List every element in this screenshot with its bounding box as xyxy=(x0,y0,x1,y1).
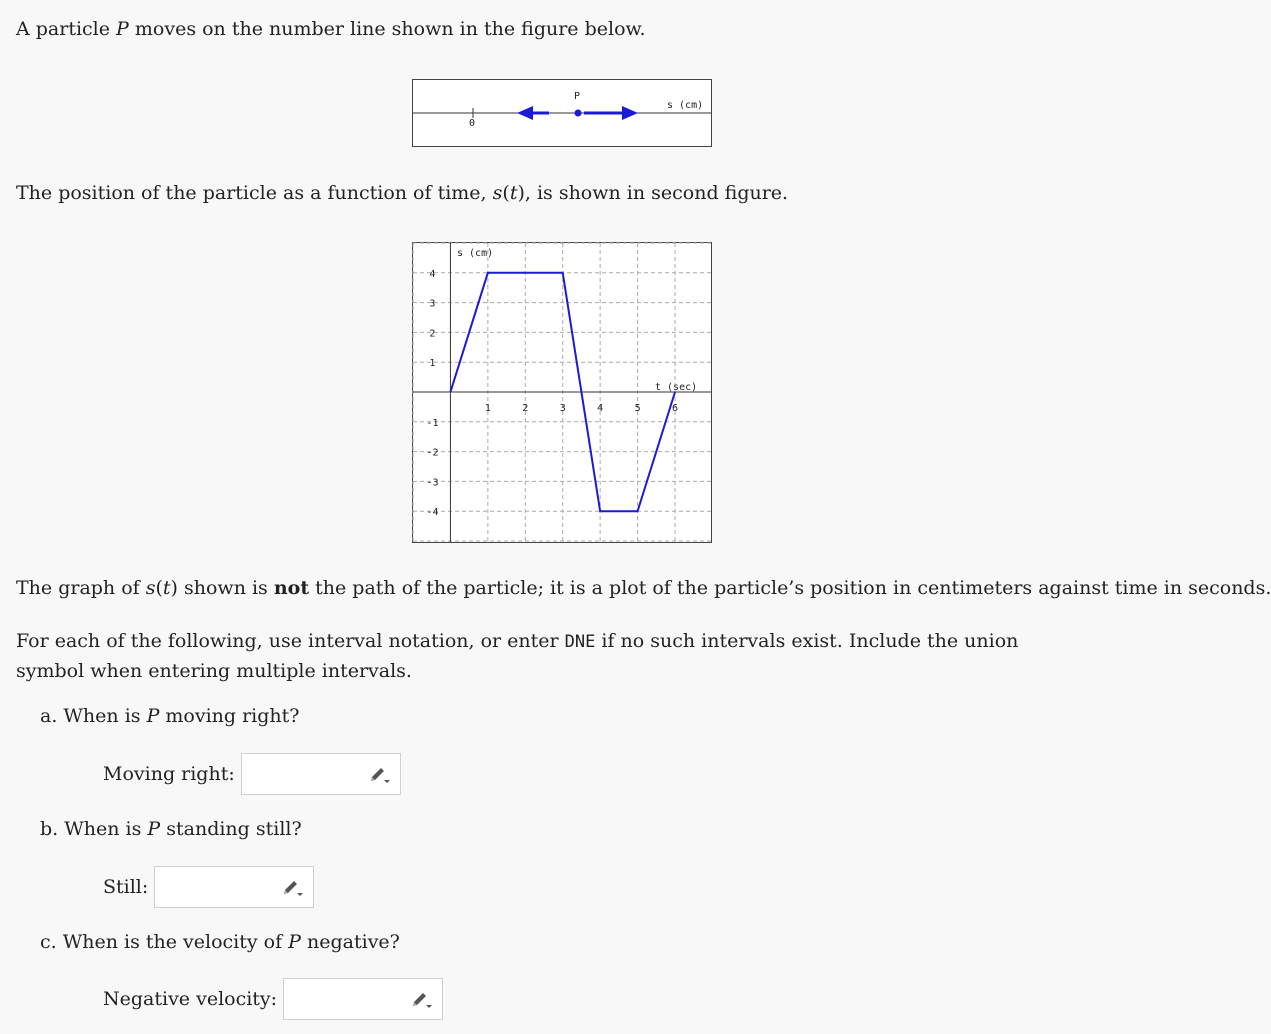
x-tick-label: 5 xyxy=(634,403,641,414)
number-line-figure xyxy=(412,79,712,147)
answer-row-c xyxy=(103,978,443,1020)
graph-note-pre: The graph of xyxy=(16,577,146,599)
graph-note-arg: t xyxy=(162,577,171,599)
x-axis-label: t (sec) xyxy=(655,382,698,393)
intro-text xyxy=(16,18,646,40)
pencil-icon[interactable] xyxy=(410,991,432,1009)
graph-note-bold: not xyxy=(273,577,310,599)
question-a xyxy=(40,705,299,727)
question-a-var: P xyxy=(146,705,160,727)
question-c-prefix: c. When is the velocity of xyxy=(40,931,289,953)
position-text: The position of the particle as a function of time, s(t), is shown in second figure. xyxy=(16,182,789,204)
x-tick-label: 2 xyxy=(522,403,529,414)
intro-var: P xyxy=(116,18,129,40)
position-text-post: , is shown in second figure. xyxy=(524,182,789,204)
still-field[interactable] xyxy=(154,866,314,908)
number-line-axis-label: s (cm) xyxy=(667,100,704,111)
graph-note: The graph of s(t) shown is not the path of the particle; it is a plot of the particle’s position in centimeters against time in seconds. xyxy=(16,577,1271,599)
question-c xyxy=(40,931,400,953)
question-b xyxy=(40,818,302,840)
moving-right-input[interactable] xyxy=(242,754,360,794)
graph-note-post: the path of the particle; it is a plot of the particle’s position in centimeters against time in seconds. xyxy=(309,577,1271,599)
y-tick-label: -2 xyxy=(426,447,439,459)
x-tick-label: 3 xyxy=(559,403,566,414)
position-func: s xyxy=(492,182,503,204)
position-graph xyxy=(412,242,712,543)
x-tick-label: 1 xyxy=(484,403,491,414)
instructions-post: if no such intervals exist. Include the union symbol when entering multiple intervals. xyxy=(16,630,1019,682)
answer-row-b xyxy=(103,866,314,908)
intro-post: moves on the number line shown in the figure below. xyxy=(128,18,646,40)
dne-code: DNE xyxy=(564,632,596,652)
y-tick-label: 4 xyxy=(429,268,436,280)
negative-velocity-input[interactable] xyxy=(284,979,402,1019)
position-chart-svg xyxy=(413,243,711,542)
question-b-prefix: b. When is xyxy=(40,818,148,840)
y-tick-label: 1 xyxy=(429,358,436,370)
still-input[interactable] xyxy=(155,867,273,907)
particle-label: P xyxy=(574,91,581,102)
still-label: Still: xyxy=(103,876,149,898)
pencil-icon[interactable] xyxy=(368,766,390,784)
question-a-suffix: moving right? xyxy=(159,705,300,727)
position-arg: t xyxy=(509,182,518,204)
question-b-suffix: standing still? xyxy=(160,818,302,840)
y-axis-label: s (cm) xyxy=(457,248,494,259)
graph-note-mid: shown is xyxy=(177,577,274,599)
y-tick-label: -3 xyxy=(426,477,439,489)
particle-point xyxy=(575,110,582,117)
zero-label: 0 xyxy=(469,118,476,129)
y-tick-label: 2 xyxy=(429,328,436,340)
moving-right-field[interactable] xyxy=(241,753,401,795)
position-text-pre: The position of the particle as a function of time, xyxy=(16,182,493,204)
x-tick-label: 6 xyxy=(672,403,679,414)
instructions-pre: For each of the following, use interval notation, or enter xyxy=(16,630,565,652)
y-tick-label: -1 xyxy=(426,417,439,429)
arrow-left-icon xyxy=(517,106,549,120)
x-tick-label: 4 xyxy=(597,403,604,414)
question-b-var: P xyxy=(147,818,161,840)
arrow-right-icon xyxy=(584,106,638,120)
question-c-suffix: negative? xyxy=(300,931,400,953)
moving-right-label: Moving right: xyxy=(103,763,235,785)
negative-velocity-label: Negative velocity: xyxy=(103,988,278,1010)
instructions xyxy=(16,627,1086,686)
pencil-icon[interactable] xyxy=(281,879,303,897)
y-tick-label: 3 xyxy=(429,298,436,310)
intro-pre: A particle xyxy=(16,18,117,40)
answer-row-a xyxy=(103,753,401,795)
y-tick-label: -4 xyxy=(426,507,439,519)
question-c-var: P xyxy=(288,931,301,953)
negative-velocity-field[interactable] xyxy=(283,978,443,1020)
question-a-prefix: a. When is xyxy=(40,705,147,727)
graph-note-func: s xyxy=(145,577,156,599)
